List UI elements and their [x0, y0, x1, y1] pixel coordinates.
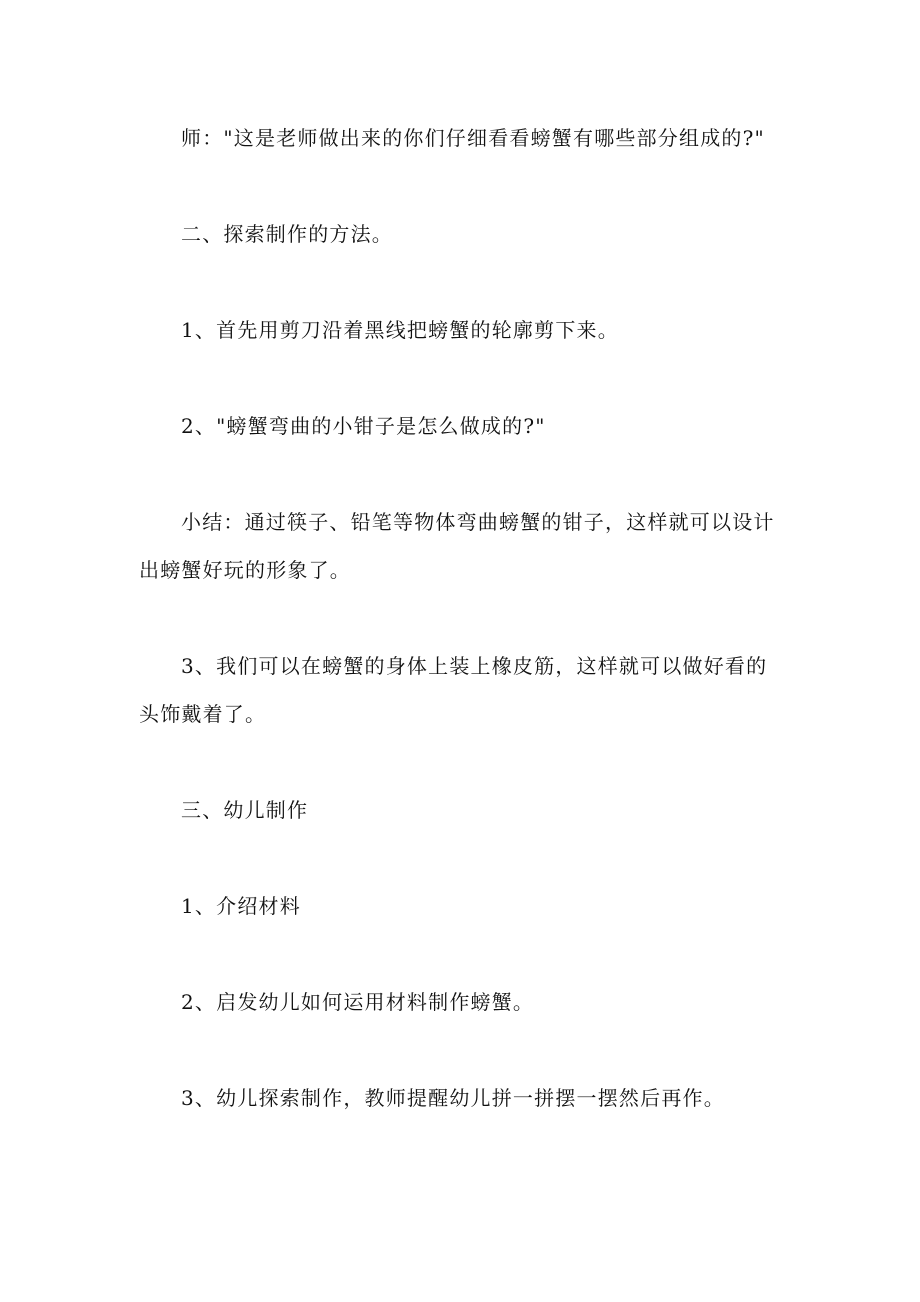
step-two-paragraph: 2、"螃蟹弯曲的小钳子是怎么做成的?" [181, 414, 546, 438]
section-three-heading: 三、幼儿制作 [181, 798, 309, 822]
explore-item: 3、幼儿探索制作，教师提醒幼儿拼一拼摆一摆然后再作。 [181, 1086, 725, 1110]
step-one-paragraph: 1、首先用剪刀沿着黑线把螃蟹的轮廓剪下来。 [181, 318, 619, 342]
step-three-paragraph: 3、我们可以在螃蟹的身体上装上橡皮筋，这样就可以做好看的头饰戴着了。 [139, 654, 768, 726]
section-two-heading: 二、探索制作的方法。 [181, 222, 393, 246]
inspire-item: 2、启发幼儿如何运用材料制作螃蟹。 [181, 990, 535, 1014]
teacher-question-paragraph: 师："这是老师做出来的你们仔细看看螃蟹有哪些部分组成的?" [181, 126, 765, 150]
summary-paragraph: 小结：通过筷子、铅笔等物体弯曲螃蟹的钳子，这样就可以设计出螃蟹好玩的形象了。 [139, 510, 775, 582]
materials-item: 1、介绍材料 [181, 894, 301, 918]
